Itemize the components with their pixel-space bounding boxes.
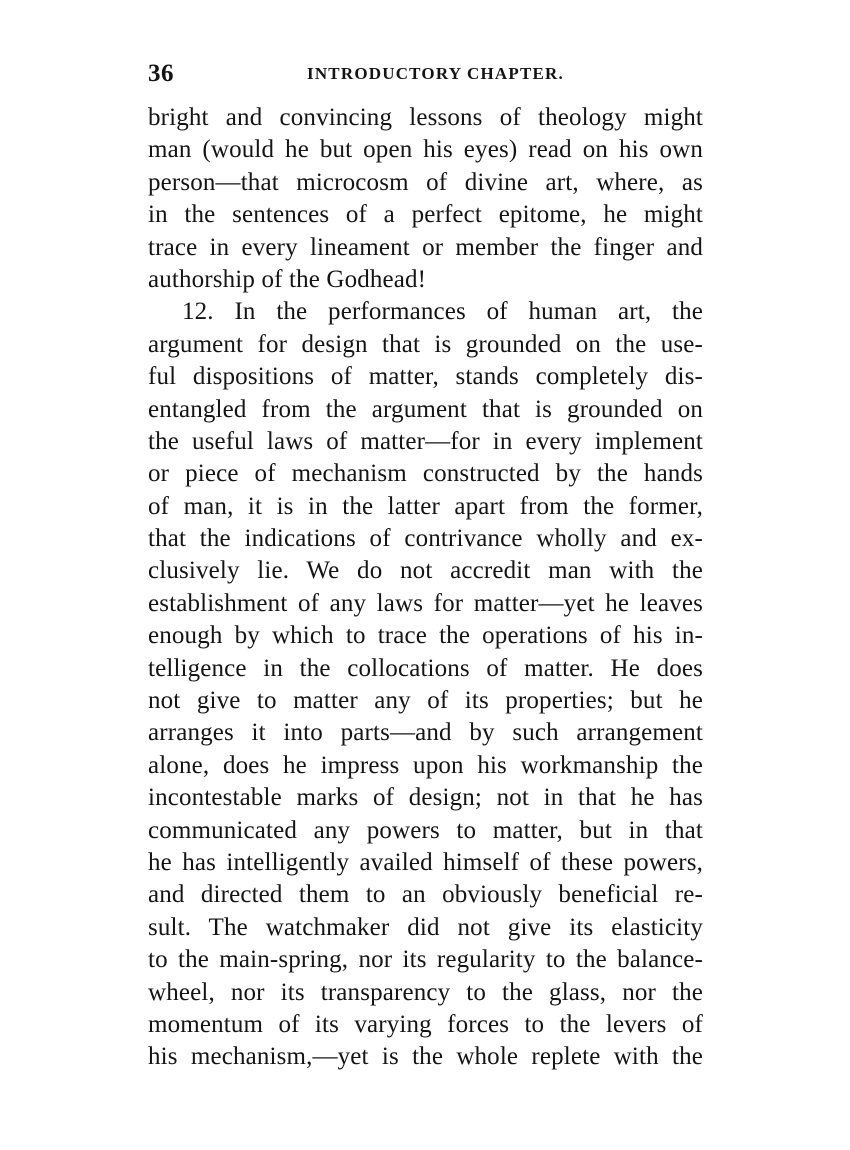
text-line: ful dispositions of matter, stands completely dis- [148, 363, 703, 391]
text-line: communicated any powers to matter, but in that [148, 816, 703, 844]
text-line: to the main-spring, nor its regularity to the balance- [148, 946, 703, 974]
text-line: arranges it into parts—and by such arrangement [148, 719, 703, 747]
paragraph-start-line: 12. In the performances of human art, the [182, 298, 703, 326]
text-line: that the indications of contrivance wholly and ex- [148, 525, 703, 553]
text-line: clusively lie. We do not accredit man with the [148, 557, 703, 585]
text-line: he has intelligently availed himself of these powers, [148, 848, 703, 876]
text-line: and directed them to an obviously beneficial re- [148, 881, 703, 909]
page-number: 36 [148, 60, 174, 87]
text-line: enough by which to trace the operations of his in- [148, 622, 703, 650]
text-line: of man, it is in the latter apart from the former, [148, 492, 703, 520]
paragraph-end-line: authorship of the Godhead! [148, 265, 427, 293]
running-head [148, 60, 703, 94]
text-line: telligence in the collocations of matter. He does [148, 654, 703, 682]
text-line: or piece of mechanism constructed by the hands [148, 460, 703, 488]
text-line: incontestable marks of design; not in that he has [148, 784, 703, 812]
text-line: establishment of any laws for matter—yet he leaves [148, 589, 703, 617]
text-line: argument for design that is grounded on the use- [148, 330, 703, 358]
text-line: entangled from the argument that is grounded on [148, 395, 703, 423]
text-line: momentum of its varying forces to the levers of [148, 1010, 703, 1038]
text-line: person—that microcosm of divine art, where, as [148, 168, 703, 196]
text-line: his mechanism,—yet is the whole replete with the [148, 1043, 703, 1071]
text-line: alone, does he impress upon his workmanship the [148, 751, 703, 779]
text-line: the useful laws of matter—for in every implement [148, 427, 703, 455]
text-line: wheel, nor its transparency to the glass, nor the [148, 978, 703, 1006]
text-line: man (would he but open his eyes) read on his own [148, 136, 703, 164]
text-line: in the sentences of a perfect epitome, he might [148, 201, 703, 229]
text-line: not give to matter any of its properties; but he [148, 687, 703, 715]
text-line: bright and convincing lessons of theology might [148, 104, 703, 131]
text-line: trace in every lineament or member the finger and [148, 233, 703, 261]
text-line: sult. The watchmaker did not give its elasticity [148, 913, 703, 941]
body-text [148, 102, 703, 1074]
chapter-title: INTRODUCTORY CHAPTER. [307, 64, 564, 83]
